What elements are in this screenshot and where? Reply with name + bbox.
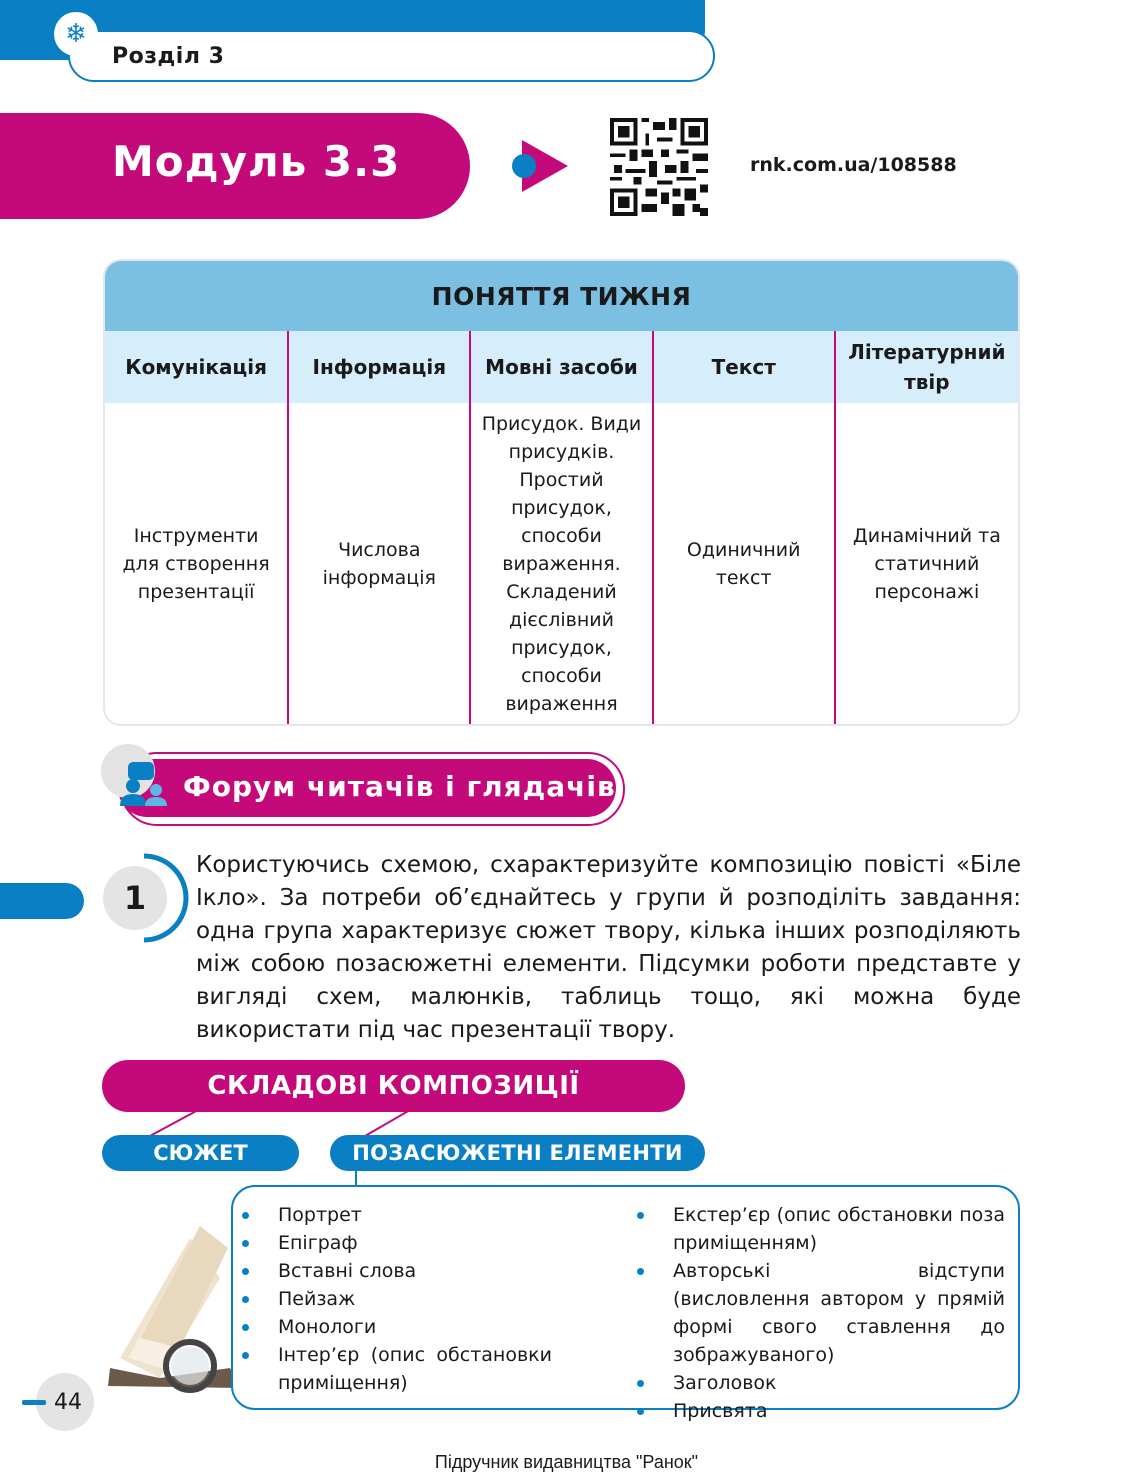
snowflake-icon: ❄ <box>54 12 98 56</box>
page-dash <box>22 1400 46 1405</box>
list-item: Авторські відступи (висловлення автором у прямій формі свого ставлення до зображуваного) <box>635 1257 1005 1369</box>
qr-link-text[interactable]: rnk.com.ua/108588 <box>750 154 957 176</box>
concepts-header-row <box>105 331 1018 403</box>
concepts-title: ПОНЯТТЯ ТИЖНЯ <box>105 261 1018 331</box>
play-icon[interactable] <box>510 138 570 194</box>
list-item: Монологи <box>240 1313 552 1341</box>
elements-list-right <box>635 1201 1005 1425</box>
forum-title: Форум читачів і глядачів <box>183 770 616 803</box>
task-text: Користуючись схемою, схарактеризуйте композицію повісті «Біле Ікло». За потреби об’єднайтесь у групи й розподіліть завдання: одна група характеризує сюжет твору, кілька інших розподіляють між собою позасюжетні елементи. Підсумки роботи представте у вигляді схем, малюнків, таблиць тощо, які можна буде використати під час презентації твору. <box>196 852 1021 1043</box>
list-item: Епіграф <box>240 1229 552 1257</box>
extra-plot-elements-pill: ПОЗАСЮЖЕТНІ ЕЛЕМЕНТИ <box>330 1135 705 1171</box>
header-literary-work: Літературний твір <box>834 331 1018 403</box>
cell-text: Одиничний текст <box>652 403 834 724</box>
qr-code-icon[interactable] <box>610 118 708 216</box>
publisher-footer: Підручник видавництва "Ранок" <box>434 1452 699 1472</box>
list-item: Інтер’єр (опис обстановки приміщення) <box>240 1341 552 1397</box>
list-item: Присвята <box>635 1397 1005 1425</box>
cell-language-means: Присудок. Види присудків. Простий присудок, способи вираження. Складений дієслівний присудок, способи вираження <box>469 403 651 724</box>
plot-pill: СЮЖЕТ <box>102 1135 299 1171</box>
composition-title: СКЛАДОВІ КОМПОЗИЦІЇ <box>102 1060 685 1112</box>
concepts-table <box>103 259 1020 726</box>
list-item: Вставні слова <box>240 1257 552 1285</box>
cell-communication: Інструменти для створення презентації <box>122 524 270 603</box>
header-language-means: Мовні засоби <box>469 331 651 403</box>
discussion-icon <box>118 760 170 808</box>
header-communication: Комунікація <box>125 355 267 379</box>
header-text: Текст <box>652 331 834 403</box>
header-information: Інформація <box>287 331 469 403</box>
elements-list-left <box>240 1201 552 1397</box>
cell-literary-work: Динамічний та статичний персонажі <box>834 403 1018 724</box>
cell-information: Числова інформація <box>287 403 469 724</box>
list-item: Пейзаж <box>240 1285 552 1313</box>
page-number: 44 <box>54 1390 82 1415</box>
side-tab <box>0 883 84 919</box>
list-item: Портрет <box>240 1201 552 1229</box>
concepts-body-row <box>105 403 1018 724</box>
book-magnifier-image <box>100 1218 250 1393</box>
module-title: Модуль 3.3 <box>112 137 401 186</box>
section-label: Розділ 3 <box>112 44 225 69</box>
list-item: Екстер’єр (опис обстановки поза приміщенням) <box>635 1201 1005 1257</box>
list-item: Заголовок <box>635 1369 1005 1397</box>
task-number: 1 <box>103 866 167 930</box>
